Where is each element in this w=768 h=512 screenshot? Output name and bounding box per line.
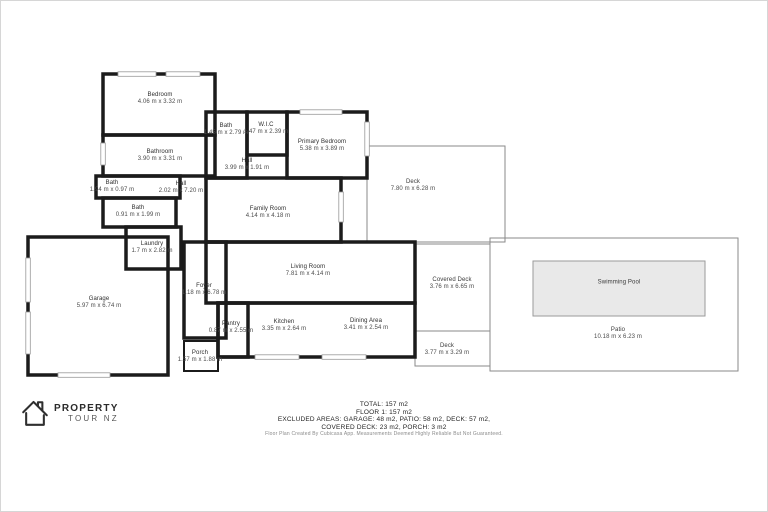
room-label-kitchen: Kitchen 3.35 m x 2.64 m	[261, 319, 307, 332]
room-label-laundry: Laundry 1.7 m x 2.82 m	[131, 241, 173, 254]
room-label-living-room: Living Room 7.81 m x 4.14 m	[285, 264, 331, 277]
window	[26, 312, 31, 354]
deck-upper-outline	[367, 146, 505, 242]
area-label-deck-upper: Deck 7.80 m x 6.28 m	[390, 179, 436, 192]
summary-floor1: FLOOR 1: 157 m2	[355, 408, 413, 416]
room-label-dining-area: Dining Area 3.41 m x 2.54 m	[343, 318, 389, 331]
window	[58, 373, 110, 378]
room-label-porch: Porch 1.57 m x 1.88 m	[177, 350, 223, 363]
window	[339, 192, 344, 222]
area-label-swimming-pool: Swimming Pool	[597, 279, 641, 286]
room-label-primary-bedroom: Primary Bedroom 5.38 m x 3.89 m	[297, 139, 347, 152]
room-label-bath-small: Bath 0.91 m x 1.99 m	[115, 205, 161, 218]
room-label-bedroom: Bedroom 4.06 m x 3.32 m	[137, 92, 183, 105]
room-label-hall-left: Hall 2.02 m x 7.20 m	[158, 181, 204, 194]
room-label-wic: W.I.C 1.47 m x 2.39 m	[243, 122, 289, 135]
window	[118, 72, 156, 77]
area-label-covered-deck: Covered Deck 3.76 m x 6.65 m	[429, 277, 475, 290]
property-tour-nz-logo	[20, 399, 119, 427]
house-icon	[20, 399, 50, 427]
area-label-patio: Patio 10.18 m x 6.23 m	[594, 327, 642, 340]
window	[166, 72, 200, 77]
area-label-deck-lower: Deck 3.77 m x 3.29 m	[424, 343, 470, 356]
room-label-pantry: Pantry 0.87 m x 2.55 m	[208, 321, 254, 334]
summary-total: TOTAL: 157 m2	[359, 401, 409, 408]
windows	[26, 72, 370, 378]
swimming-pool-shape	[533, 261, 705, 316]
logo-text-property: PROPERTY	[54, 403, 119, 414]
room-label-hall-mid: Hall 3.99 m x 1.91 m	[224, 158, 270, 171]
disclaimer-text: Floor Plan Created By Cubicasa App. Measurements Deemed Highly Reliable But Not Guaranteed.	[265, 431, 503, 437]
logo-text-tour-nz: TOUR NZ	[68, 414, 119, 423]
room-label-bathroom: Bathroom 3.90 m x 3.31 m	[137, 149, 183, 162]
window	[26, 258, 31, 302]
room-label-bath-mid: Bath 1.45 m x 2.79 m	[203, 123, 249, 136]
window	[255, 355, 299, 360]
room-label-bath-left: Bath 1.94 m x 0.97 m	[89, 180, 135, 193]
room-label-family-room: Family Room 4.14 m x 4.18 m	[245, 206, 291, 219]
window	[300, 110, 342, 115]
window	[101, 143, 106, 165]
summary-excluded-line2: COVERED DECK: 23 m2, PORCH: 3 m2	[321, 423, 447, 431]
window	[322, 355, 366, 360]
window	[365, 122, 370, 156]
room-label-foyer: Foyer 1.18 m x 6.78 m	[181, 283, 227, 296]
summary-excluded-line1: EXCLUDED AREAS: GARAGE: 48 m2, PATIO: 58 m2, DECK: 57 m2,	[277, 416, 491, 423]
room-label-garage: Garage 5.97 m x 6.74 m	[76, 296, 122, 309]
